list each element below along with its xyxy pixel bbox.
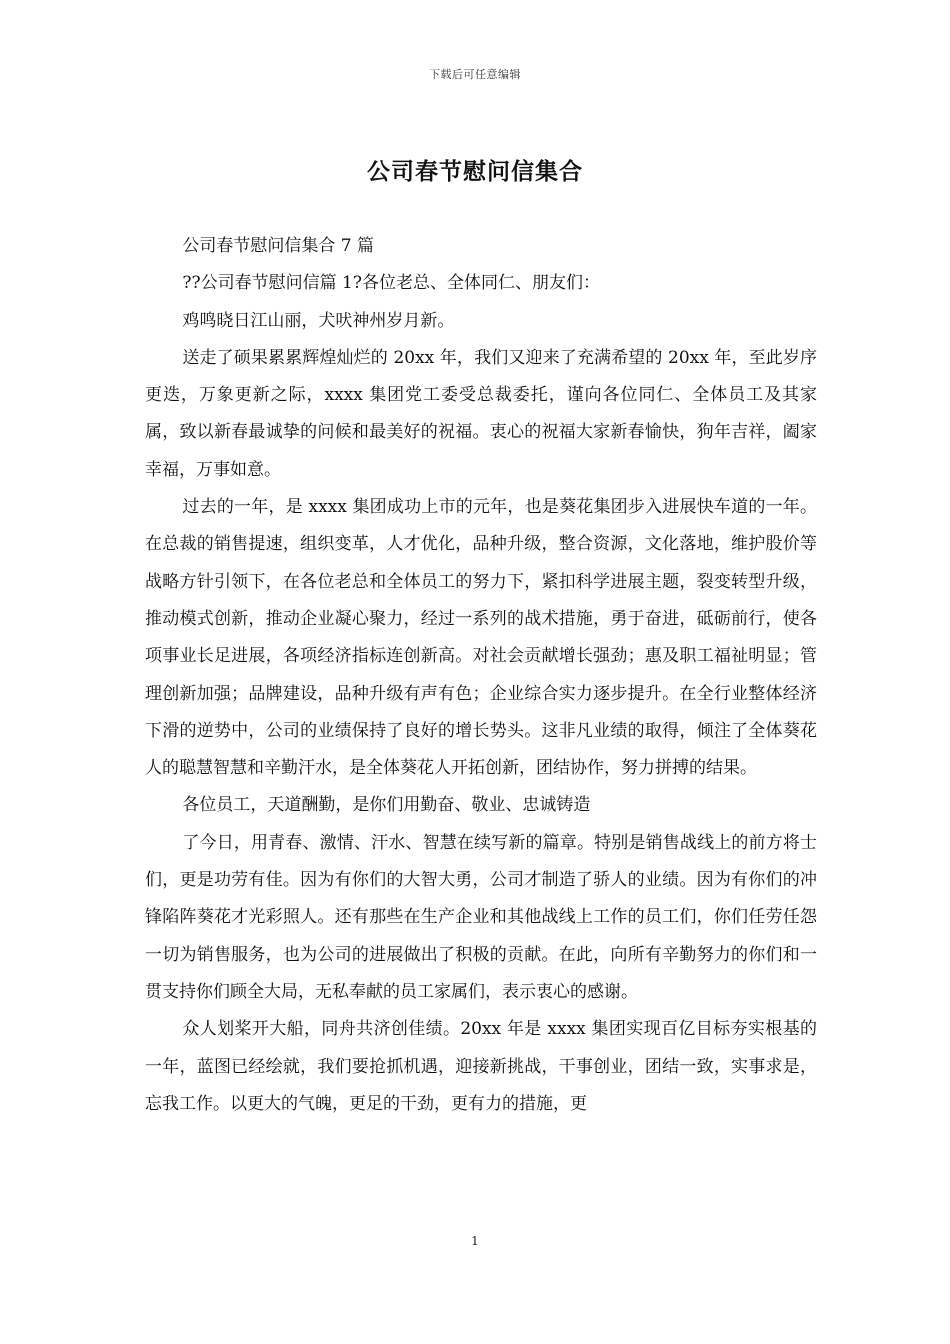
paragraph: 送走了硕果累累辉煌灿烂的 20xx 年，我们又迎来了充满希望的 20xx 年，至此岁序更迭，万象更新之际，xxxx 集团党工委受总裁委托，谨向各位同仁、全体员工及其家属，致以新春最诚挚的问候和最美好的祝福。衷心的祝福大家新春愉快，狗年吉祥，阖家幸福，万事如意。: [145, 347, 817, 480]
paragraph-couplet: 鸡鸣晓日江山丽，犬吠神州岁月新。: [182, 310, 455, 331]
document-body: [145, 228, 817, 1123]
document-title: 公司春节慰问信集合: [367, 158, 583, 185]
paragraph: 了今日，用青春、激情、汗水、智慧在续写新的篇章。特别是销售战线上的前方将士们，更是功劳有佳。因为有你们的大智大勇，公司才制造了骄人的业绩。因为有你们的冲锋陷阵葵花才光彩照人。还有那些在生产企业和其他战线上工作的员工们，你们任劳任怨一切为销售服务，也为公司的进展做出了积极的贡献。在此，向所有辛勤努力的你们和一贯支持你们顾全大局，无私奉献的员工家属们，表示衷心的感谢。: [145, 832, 817, 1002]
paragraph-subtitle: 公司春节慰问信集合 7 篇: [182, 236, 375, 256]
paragraph: 过去的一年，是 xxxx 集团成功上市的元年，也是葵花集团步入进展快车道的一年。在总裁的销售提速，组织变革，人才优化，品种升级，整合资源，文化落地，维护股价等战略方针引领下，在各位老总和全体员工的努力下，紧扣科学进展主题，裂变转型升级，推动模式创新，推动企业凝心聚力，经过一系列的战术措施，勇于奋进，砥砺前行，使各项事业长足进展，各项经济指标连创新高。对社会贡献增长强劲；惠及职工福祉明显；管理创新加强；品牌建设，品种升级有声有色；企业综合实力逐步提升。在全行业整体经济下滑的逆势中，公司的业绩保持了良好的增长势头。这非凡业绩的取得，倾注了全体葵花人的聪慧智慧和辛勤汗水，是全体葵花人开拓创新，团结协作，努力拼搏的结果。: [145, 497, 817, 779]
page-number: 1: [471, 1234, 479, 1248]
header-note: 下载后可任意编辑: [429, 68, 521, 81]
paragraph-salutation: ??公司春节慰问信篇 1?各位老总、全体同仁、朋友们：: [182, 273, 600, 294]
paragraph: 众人划桨开大船，同舟共济创佳绩。20xx 年是 xxxx 集团实现百亿目标夯实根基的一年，蓝图已经绘就，我们要抢抓机遇，迎接新挑战，干事创业，团结一致，实事求是，忘我工作。以更大的气魄，更足的干劲，更有力的措施，更: [145, 1019, 817, 1114]
paragraph: 各位员工，天道酬勤，是你们用勤奋、敬业、忠诚铸造: [182, 795, 591, 816]
